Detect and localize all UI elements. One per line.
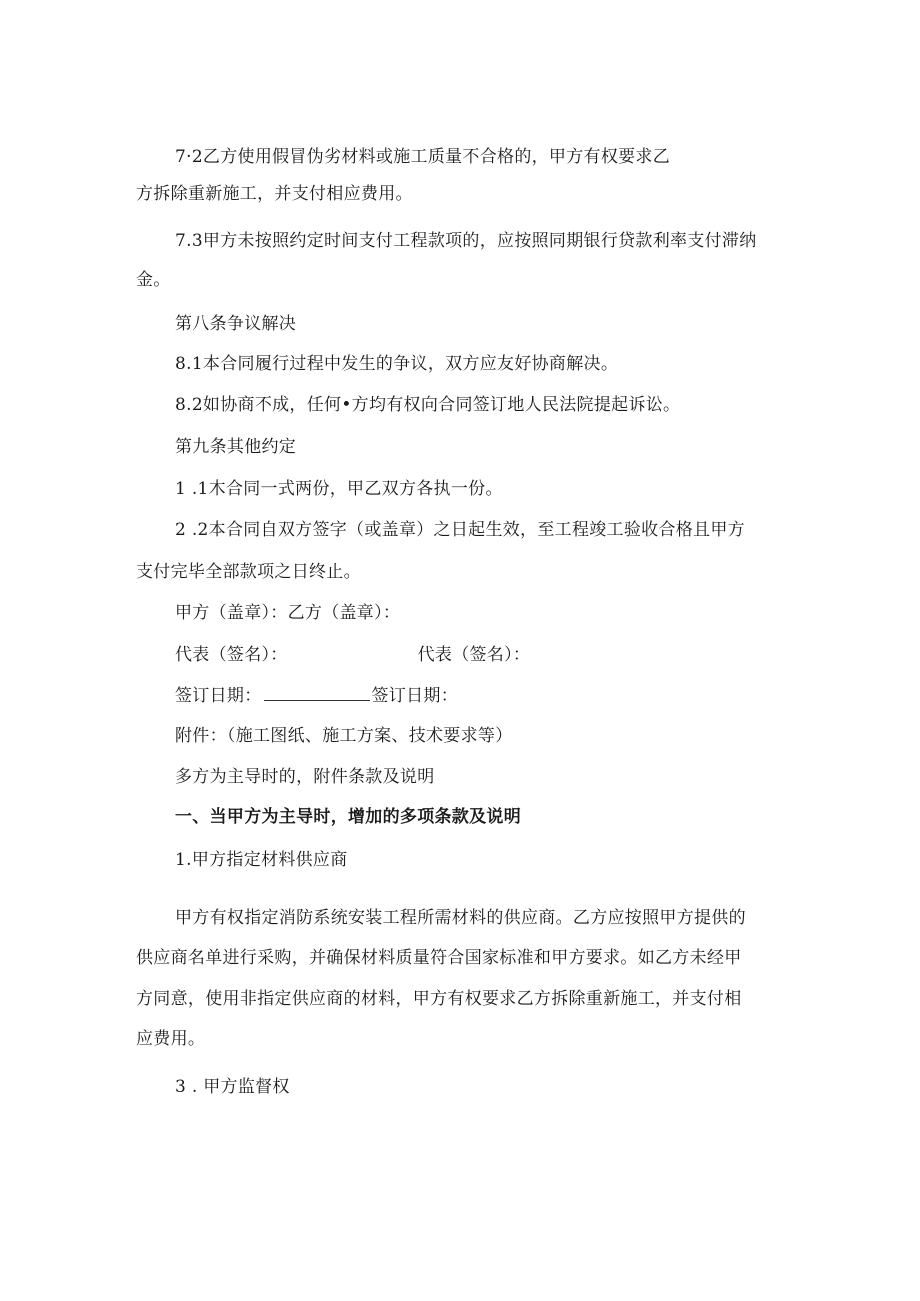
appendix-item-1-line2: 供应商名单进行采购，并确保材料质量符合国家标准和甲方要求。如乙方未经甲 (136, 948, 742, 968)
signing-date-blank (264, 684, 370, 701)
signing-date-right-label: 签订日期： (371, 686, 458, 706)
signing-date-row (175, 684, 458, 708)
appendix-item-1-title: 1.甲方指定材料供应商 (175, 850, 348, 870)
representative-row (175, 643, 530, 667)
clause-9-title: 第九条其他约定 (175, 437, 297, 457)
clause-7-2-line2: 方拆除重新施工，并支付相应费用。 (136, 184, 413, 204)
signing-date-left-label: 签订日期： (175, 686, 262, 706)
appendix-item-1-line1: 甲方有权指定消防系统安装工程所需材料的供应商。乙方应按照甲方提供的 (175, 908, 746, 928)
clause-8-1: 8.1本合同履行过程中发生的争议，双方应友好协商解决。 (175, 354, 619, 374)
appendix-item-1-line4: 应费用。 (136, 1029, 206, 1049)
representative-right-label: 代表（签名）： (417, 645, 531, 665)
appendix-item-1-line3: 方同意，使用非指定供应商的材料，甲方有权要求乙方拆除重新施工，并支付相 (136, 989, 742, 1009)
clause-7-3-line2: 金。 (136, 270, 171, 290)
clause-8-2: 8.2如协商不成，任何•方均有权向合同签订地人民法院提起诉讼。 (175, 395, 681, 415)
clause-8-title: 第八条争议解决 (175, 314, 297, 334)
representative-left-label: 代表（签名）： (175, 645, 288, 665)
clause-7-3-line1: 7.3甲方未按照约定时间支付工程款项的，应按照同期银行贷款利率支付滞纳 (175, 231, 757, 251)
appendix-item-3-title: 3 . 甲方监督权 (175, 1077, 290, 1097)
appendix-section-title: 一、当甲方为主导时，增加的多项条款及说明 (175, 807, 521, 827)
clause-9-2-line2: 支付完毕全部款项之日终止。 (136, 562, 361, 582)
clause-9-2-line1: 2 .2本合同自双方签字（或盖章）之日起生效，至工程竣工验收合格且甲方 (175, 520, 745, 540)
clause-9-1: 1 .1木合同一式两份，甲乙双方各执一份。 (175, 479, 503, 499)
clause-7-2-line1: 7·2乙方使用假冒伪劣材料或施工质量不合格的，甲方有权要求乙 (175, 147, 671, 167)
attachment-line: 附件：（施工图纸、施工方案、技术要求等） (175, 726, 513, 746)
appendix-intro: 多方为主导时的，附件条款及说明 (175, 767, 435, 787)
seal-line: 甲方（盖章）：乙方（盖章）： (175, 603, 401, 623)
